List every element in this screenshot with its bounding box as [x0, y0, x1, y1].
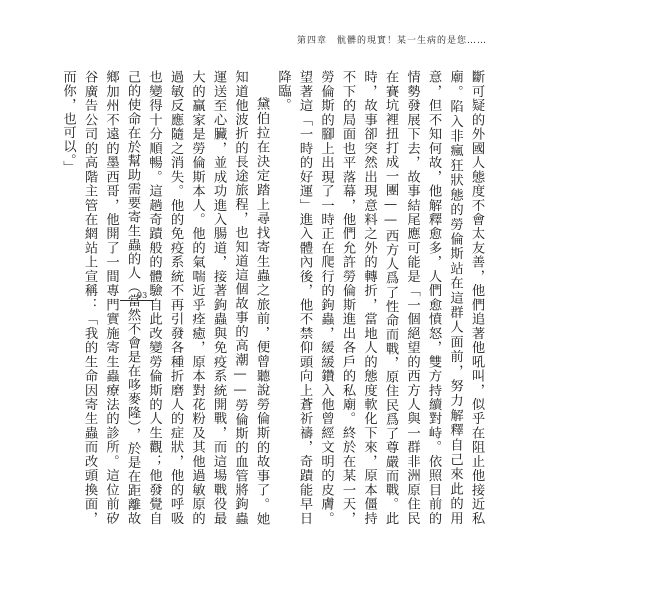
body-text — [57, 70, 487, 525]
paragraph-1: 斷可疑的外國人態度不會太友善，他們追著他吼叫，似乎在阻止他接近私廟。陷入非瘋狂狀態的勞倫斯站在這群人面前，努力解釋自己來此的用意，但不知何故，他解釋愈多，人們愈憤怒，雙方持續對峙。依照目前的情勢發展下去，故事結尾應可能是「一個絕望的西方人與一群非洲原住民在賽坑裡扭打成一團——西方人爲了性命而戰，原住民爲了尊嚴而戰。此時，故事卻突然出現意料之外的轉折，當地人的態度軟化下來，原本僵持不下的局面也平落幕，他們允許勞倫斯進出各戶的私廟。終於在某一天，勞倫斯的腳上出現了一時正在爬行的鉤蟲，緩緩鑽入他曾經文明的皮膚。望著這「一時的好運」進入體內後，他不禁仰頭向上蒼祈禱，奇蹟能早日降臨。 — [275, 70, 484, 525]
paragraph-2: 黛伯拉在決定踏上尋找寄生蟲之旅前，便曾聽說勞倫斯的故事了。她知道他波折的長途旅程，也知道這個故事的高潮——勞倫斯的血管將鉤蟲運送至心臟，並成功進入腸道，接著鉤蟲與免疫系統開戰，而這場戰役最大的贏家是勞倫斯本人。他的氣喘近乎痊癒，原本對花粉及其他過敏原的過敏反應隨之消失。他的免疫系統不再引發各種折磨人的症狀，他的呼吸也變得十分順暢。這趟奇蹟般的體驗自此改變勞倫斯的人生觀；他發覺自己的使命在於幫助需要寄生蟲的人（當然不會是在哆麥隆），於是在距離故鄉加州不遠的墨西哥，他開了一間專門實施寄生蟲療法的診所。這位前矽谷廣告公司的高階主管在網站上宣稱：「我的生命因寄生蟲而改頭換面，而你，也可以。」 — [60, 70, 269, 525]
running-header: 第四章 骯髒的現實！某一生病的是您…… — [296, 36, 487, 46]
page-number: 93 — [137, 291, 148, 300]
